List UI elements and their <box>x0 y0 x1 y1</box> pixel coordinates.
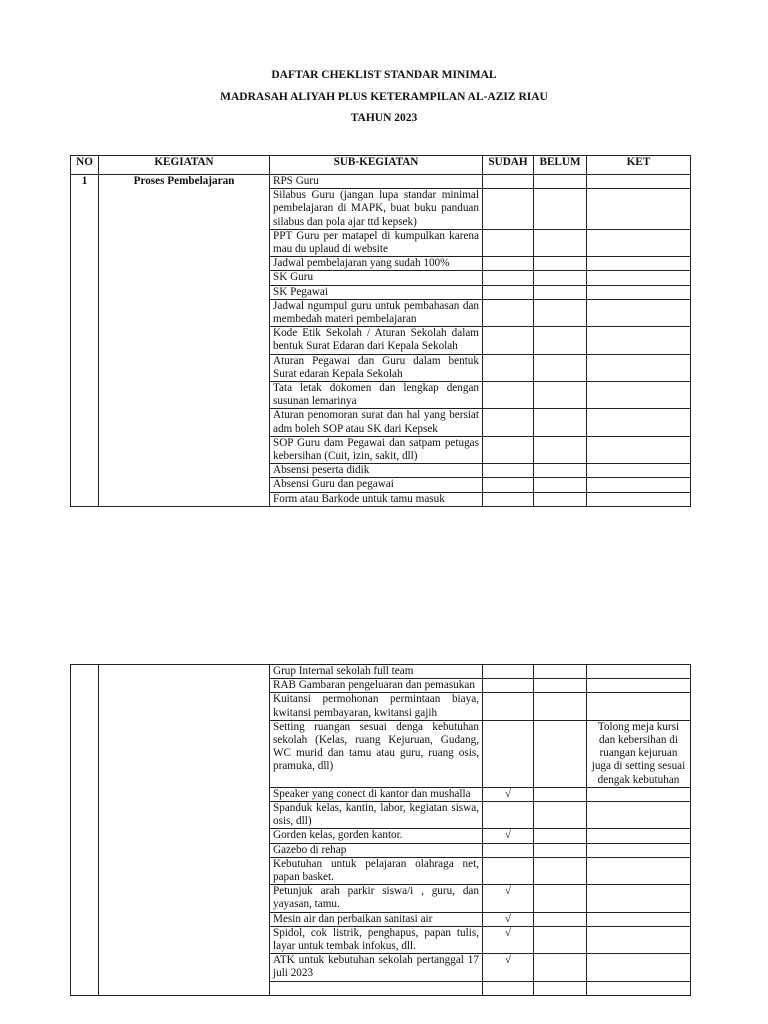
sudah-cell <box>483 409 534 436</box>
sub-kegiatan-cell: Jadwal pembelajaran yang sudah 100% <box>270 257 483 271</box>
ket-cell <box>587 464 691 478</box>
sub-kegiatan-cell: RPS Guru <box>270 175 483 189</box>
sub-kegiatan-cell: Spanduk kelas, kantin, labor, kegiatan siswa, osis, dll) <box>270 802 483 829</box>
sub-kegiatan-cell: Form atau Barkode untuk tamu masuk <box>270 492 483 506</box>
table-row <box>71 665 691 679</box>
col-header-sudah: SUDAH <box>483 156 534 175</box>
doc-title-line2: MADRASAH ALIYAH PLUS KETERAMPILAN AL-AZIZ RIAU <box>220 91 548 103</box>
sudah-cell <box>483 843 534 857</box>
belum-cell <box>534 257 587 271</box>
ket-cell <box>587 829 691 843</box>
col-header-sub-kegiatan: SUB-KEGIATAN <box>270 156 483 175</box>
ket-cell <box>587 954 691 981</box>
belum-cell <box>534 787 587 801</box>
ket-cell <box>587 981 691 995</box>
checklist-table-2 <box>70 664 691 996</box>
sub-kegiatan-cell: Absensi peserta didik <box>270 464 483 478</box>
sudah-cell <box>483 285 534 299</box>
belum-cell <box>534 926 587 953</box>
sudah-cell <box>483 802 534 829</box>
belum-cell <box>534 829 587 843</box>
belum-cell <box>534 802 587 829</box>
sub-kegiatan-cell: SK Pegawai <box>270 285 483 299</box>
table-row <box>71 175 691 189</box>
sudah-cell <box>483 464 534 478</box>
sub-kegiatan-cell: Gorden kelas, gorden kantor. <box>270 829 483 843</box>
sudah-cell <box>483 271 534 285</box>
belum-cell <box>534 327 587 354</box>
ket-cell <box>587 285 691 299</box>
ket-cell <box>587 271 691 285</box>
ket-cell <box>587 885 691 912</box>
sub-kegiatan-cell: Jadwal ngumpul guru untuk pembahasan dan membedah materi pembelajaran <box>270 299 483 326</box>
kegiatan-cell: Proses Pembelajaran <box>99 175 270 507</box>
sudah-cell <box>483 436 534 463</box>
doc-title-line3: TAHUN 2023 <box>350 112 418 124</box>
ket-cell <box>587 693 691 720</box>
ket-cell: Tolong meja kursi dan kebersihan di ruangan kejuruan juga di setting sesuai dengak kebutuhan <box>587 720 691 787</box>
sudah-cell <box>483 981 534 995</box>
col-header-ket: KET <box>587 156 691 175</box>
belum-cell <box>534 409 587 436</box>
belum-cell <box>534 478 587 492</box>
sudah-cell: √ <box>483 912 534 926</box>
col-header-kegiatan: KEGIATAN <box>99 156 270 175</box>
sub-kegiatan-cell: Tata letak dokomen dan lengkap dengan susunan lemarinya <box>270 382 483 409</box>
ket-cell <box>587 257 691 271</box>
sub-kegiatan-cell: SOP Guru dam Pegawai dan satpam petugas kebersihan (Cuit, izin, sakit, dll) <box>270 436 483 463</box>
sudah-cell: √ <box>483 829 534 843</box>
ket-cell <box>587 843 691 857</box>
sub-kegiatan-cell <box>270 981 483 995</box>
sub-kegiatan-cell: Setting ruangan sesuai denga kebutuhan sekolah (Kelas, ruang Kejuruan, Gudang, WC murid dan tamu atau guru, ruang osis, pramuka, dll) <box>270 720 483 787</box>
belum-cell <box>534 464 587 478</box>
ket-cell <box>587 478 691 492</box>
sudah-cell <box>483 229 534 256</box>
ket-cell <box>587 436 691 463</box>
belum-cell <box>534 189 587 230</box>
ket-cell <box>587 492 691 506</box>
sub-kegiatan-cell: Grup Internal sekolah full team <box>270 665 483 679</box>
row-no-cell <box>71 665 99 996</box>
sudah-cell <box>483 257 534 271</box>
sudah-cell <box>483 382 534 409</box>
belum-cell <box>534 492 587 506</box>
sudah-cell <box>483 478 534 492</box>
ket-cell <box>587 354 691 381</box>
belum-cell <box>534 857 587 884</box>
ket-cell <box>587 409 691 436</box>
ket-cell <box>587 189 691 230</box>
sub-kegiatan-cell: Speaker yang conect di kantor dan mushalla <box>270 787 483 801</box>
sudah-cell <box>483 665 534 679</box>
belum-cell <box>534 299 587 326</box>
ket-cell <box>587 175 691 189</box>
ket-cell <box>587 665 691 679</box>
sub-kegiatan-cell: Kuitansi permohonan permintaan biaya, kwitansi pembayaran, kwitansi gajih <box>270 693 483 720</box>
sub-kegiatan-cell: Gazebo di rehap <box>270 843 483 857</box>
sudah-cell <box>483 299 534 326</box>
sub-kegiatan-cell: ATK untuk kebutuhan sekolah pertanggal 17 juli 2023 <box>270 954 483 981</box>
belum-cell <box>534 229 587 256</box>
belum-cell <box>534 354 587 381</box>
table-header-row <box>71 156 691 175</box>
ket-cell <box>587 787 691 801</box>
sudah-cell <box>483 693 534 720</box>
ket-cell <box>587 327 691 354</box>
belum-cell <box>534 885 587 912</box>
belum-cell <box>534 175 587 189</box>
belum-cell <box>534 843 587 857</box>
checklist-table-1 <box>70 155 691 507</box>
col-header-no: NO <box>71 156 99 175</box>
sudah-cell <box>483 720 534 787</box>
belum-cell <box>534 679 587 693</box>
sudah-cell: √ <box>483 954 534 981</box>
sudah-cell: √ <box>483 885 534 912</box>
ket-cell <box>587 802 691 829</box>
sub-kegiatan-cell: Mesin air dan perbaikan sanitasi air <box>270 912 483 926</box>
sudah-cell: √ <box>483 787 534 801</box>
sudah-cell <box>483 354 534 381</box>
sub-kegiatan-cell: PPT Guru per matapel di kumpulkan karena mau du uplaud di website <box>270 229 483 256</box>
sub-kegiatan-cell: Spidol, cok listrik, penghapus, papan tulis, layar untuk tembak infokus, dll. <box>270 926 483 953</box>
sudah-cell: √ <box>483 926 534 953</box>
sudah-cell <box>483 679 534 693</box>
belum-cell <box>534 693 587 720</box>
ket-cell <box>587 912 691 926</box>
ket-cell <box>587 299 691 326</box>
belum-cell <box>534 954 587 981</box>
sudah-cell <box>483 857 534 884</box>
sub-kegiatan-cell: RAB Gambaran pengeluaran dan pemasukan <box>270 679 483 693</box>
belum-cell <box>534 436 587 463</box>
sub-kegiatan-cell: Aturan penomoran surat dan hal yang bersiat adm boleh SOP atau SK dari Kepsek <box>270 409 483 436</box>
sub-kegiatan-cell: Petunjuk arah parkir siswa/i , guru, dan yayasan, tamu. <box>270 885 483 912</box>
belum-cell <box>534 285 587 299</box>
sudah-cell <box>483 327 534 354</box>
ket-cell <box>587 857 691 884</box>
sub-kegiatan-cell: Absensi Guru dan pegawai <box>270 478 483 492</box>
sudah-cell <box>483 492 534 506</box>
kegiatan-cell <box>99 665 270 996</box>
ket-cell <box>587 382 691 409</box>
belum-cell <box>534 382 587 409</box>
col-header-belum: BELUM <box>534 156 587 175</box>
sub-kegiatan-cell: SK Guru <box>270 271 483 285</box>
doc-title-line1: DAFTAR CHEKLIST STANDAR MINIMAL <box>271 69 497 81</box>
belum-cell <box>534 271 587 285</box>
sub-kegiatan-cell: Kode Etik Sekolah / Aturan Sekolah dalam bentuk Surat Edaran dari Kepala Sekolah <box>270 327 483 354</box>
belum-cell <box>534 912 587 926</box>
belum-cell <box>534 981 587 995</box>
sudah-cell <box>483 175 534 189</box>
sub-kegiatan-cell: Kebutuhan untuk pelajaran olahraga net, papan basket. <box>270 857 483 884</box>
ket-cell <box>587 679 691 693</box>
row-no-cell: 1 <box>71 175 99 507</box>
sub-kegiatan-cell: Aturan Pegawai dan Guru dalam bentuk Surat edaran Kepala Sekolah <box>270 354 483 381</box>
belum-cell <box>534 665 587 679</box>
ket-cell <box>587 926 691 953</box>
ket-cell <box>587 229 691 256</box>
belum-cell <box>534 720 587 787</box>
sub-kegiatan-cell: Silabus Guru (jangan lupa standar minimal pembelajaran di MAPK, buat buku panduan silabus dan pola ajar ttd kepsek) <box>270 189 483 230</box>
sudah-cell <box>483 189 534 230</box>
